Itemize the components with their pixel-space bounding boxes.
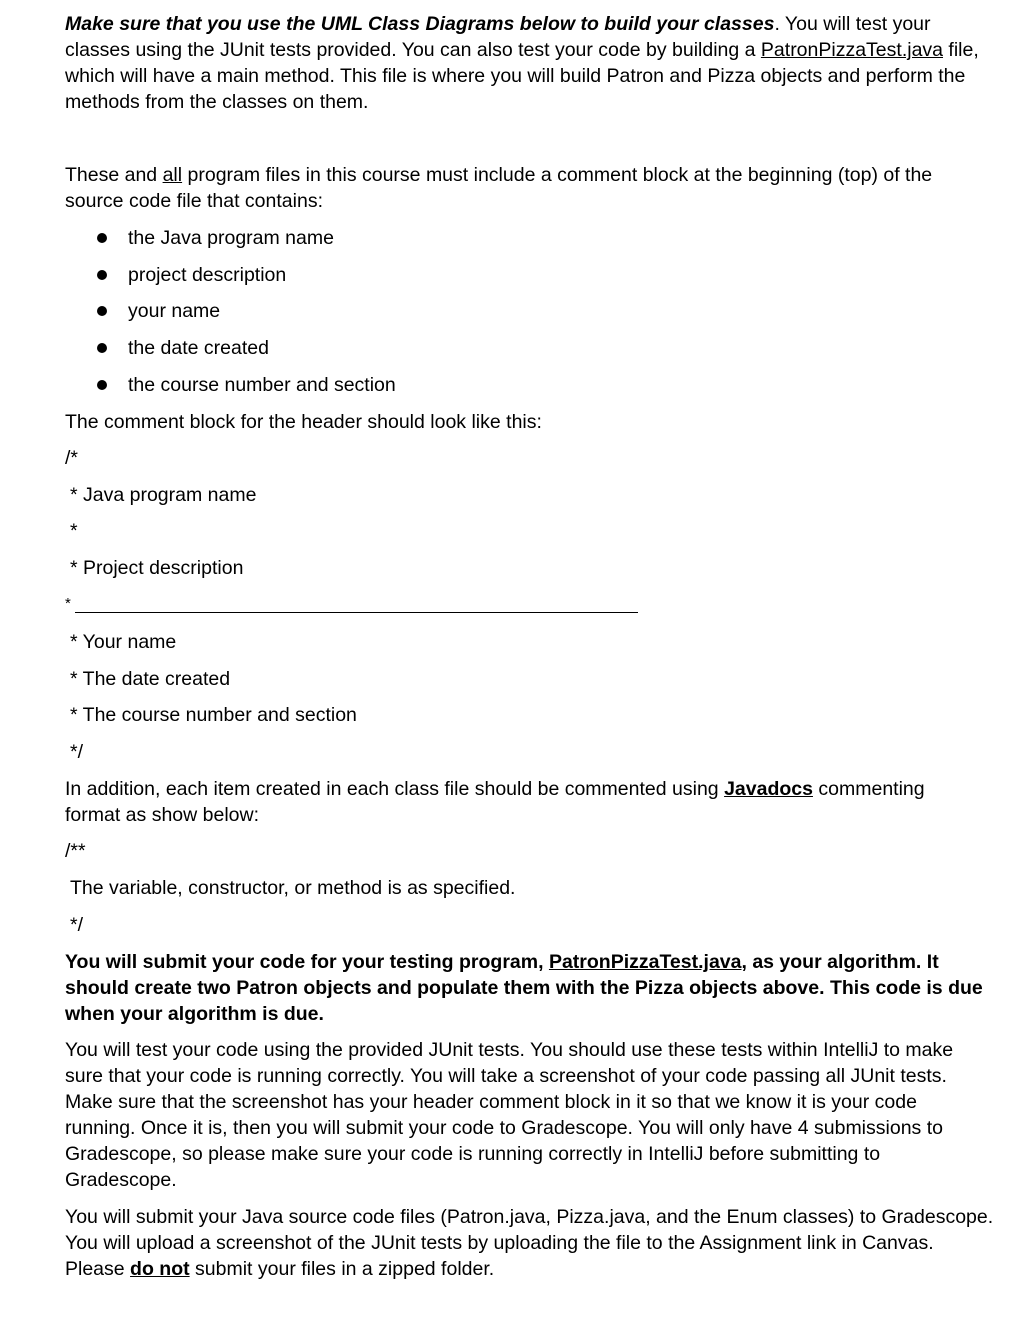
- bullet-icon: [97, 306, 107, 316]
- test-file-link-2[interactable]: PatronPizzaTest.java: [548, 951, 742, 973]
- bullet-icon: [97, 233, 107, 243]
- javadocs-link[interactable]: Javadocs: [724, 778, 813, 800]
- list-item: the date created: [128, 337, 269, 359]
- final-submit-paragraph: You will submit your Java source code files (Patron.java, Pizza.java, and the Enum classes) to Gradescope. You will upload a screenshot of the JUnit tests by uploading the file to the Assignment link in Canvas. Please do not submit your files in a zipped folder.: [65, 1206, 994, 1280]
- javadoc-open: /**: [65, 840, 86, 862]
- bullet-icon: [97, 380, 107, 390]
- requirements-paragraph: These and all program files in this course must include a comment block at the beginning (top) of the source code file that contains:: [65, 164, 933, 212]
- comment-line-description: * Project description: [70, 557, 244, 579]
- do-not-emphasis: do not: [130, 1258, 190, 1280]
- list-item: your name: [128, 300, 221, 322]
- comment-open: /*: [65, 447, 79, 469]
- comment-line-program: * Java program name: [70, 484, 257, 506]
- javadoc-body: The variable, constructor, or method is as specified.: [70, 877, 516, 899]
- javadoc-paragraph: In addition, each item created in each class file should be commented using Javadocs commenting format as show below:: [65, 778, 925, 826]
- submit-algorithm-paragraph: You will submit your code for your testing program, PatronPizzaTest.java, as your algorithm. It should create two Patron objects and populate them with the Pizza objects above. This code is due when your algorithm is due.: [65, 951, 983, 1025]
- header-example-intro: The comment block for the header should look like this:: [65, 411, 542, 433]
- list-item: the Java program name: [128, 227, 334, 249]
- comment-line-course: * The course number and section: [70, 704, 357, 726]
- list-item: project description: [128, 264, 287, 286]
- comment-line-rule-star: *: [65, 595, 71, 612]
- comment-line-name: * Your name: [70, 631, 177, 653]
- list-item: the course number and section: [128, 374, 396, 396]
- comment-line-blank: *: [70, 520, 78, 542]
- intro-paragraph: Make sure that you use the UML Class Diagrams below to build your classes. You will test your classes using the JUnit tests provided. You can also test your code by building a PatronPizzaTest.java file, which will have a main method. This file is where you will build Patron and Pizza objects and perform the methods from the classes on them.: [65, 13, 979, 113]
- javadoc-close: */: [70, 914, 84, 936]
- comment-line-date: * The date created: [70, 668, 231, 690]
- comment-separator-rule: [75, 612, 638, 613]
- testing-paragraph: You will test your code using the provided JUnit tests. You should use these tests within IntelliJ to make sure that your code is running correctly. You will take a screenshot of your code passing all JUnit tests. Make sure that the screenshot has your header comment block in it so that we know it is your code running. Once it is, then you will submit your code to Gradescope. You will only have 4 submissions to Gradescope, so please make sure your code is running correctly in IntelliJ before submitting to Gradescope.: [65, 1039, 954, 1191]
- uml-instruction: Make sure that you use the UML Class Diagrams below to build your classes: [65, 13, 775, 35]
- bullet-icon: [97, 343, 107, 353]
- bullet-icon: [97, 270, 107, 280]
- test-file-link[interactable]: PatronPizzaTest.java: [760, 39, 944, 61]
- comment-close: */: [70, 741, 84, 763]
